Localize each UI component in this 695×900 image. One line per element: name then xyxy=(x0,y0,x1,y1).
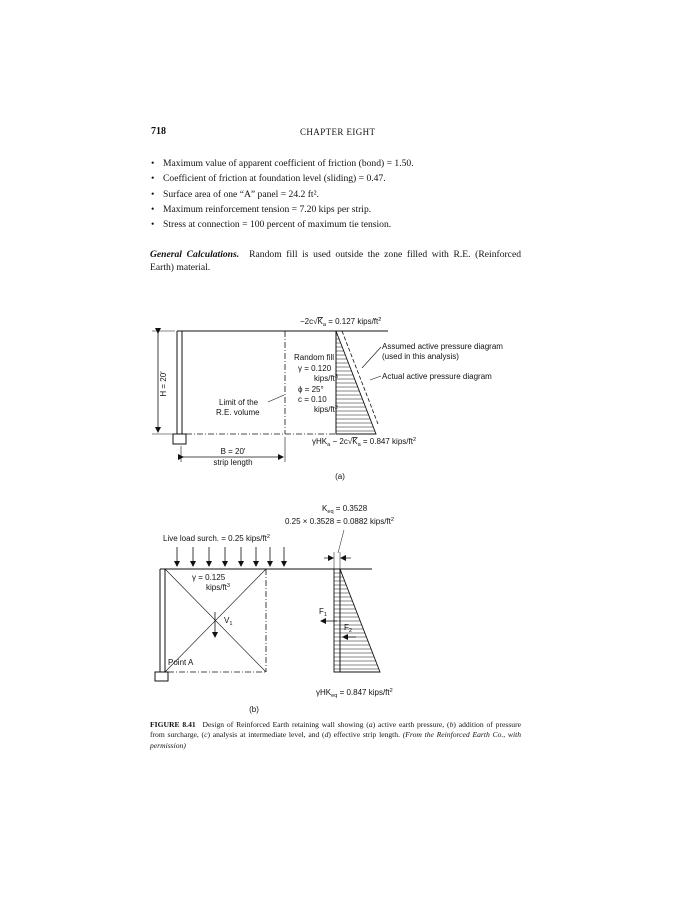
list-item: • Surface area of one “A” panel = 24.2 ft². xyxy=(151,188,319,200)
caption-part-b: b xyxy=(449,720,454,729)
caption-text: ) effective strip length. xyxy=(328,730,403,740)
bullet-text: Maximum reinforcement tension = 7.20 kips per strip. xyxy=(163,203,372,215)
list-item: • Maximum value of apparent coefficient of friction (bond) = 1.50. xyxy=(151,158,414,169)
footing xyxy=(155,672,168,681)
list-item: • Coefficient of friction at foundation level (sliding) = 0.47. xyxy=(151,173,386,185)
gamma-label: γ = 0.120 xyxy=(298,364,332,373)
b-label: B = 20′ xyxy=(220,447,246,456)
random-fill-label: Random fill xyxy=(294,353,335,362)
caption-text: ) addition of pressure from surcharge, ( xyxy=(150,720,521,740)
c-label: c = 0.10 xyxy=(298,395,327,404)
assumed-pressure-diagram xyxy=(336,331,376,434)
figure-caption xyxy=(150,720,521,751)
running-head: CHAPTER EIGHT xyxy=(300,127,376,137)
phi-label: ϕ = 25° xyxy=(298,385,324,394)
gamma-unit: kips/$ft^3$ xyxy=(206,583,231,592)
caption-part-d: d xyxy=(324,730,329,740)
earth-pressure-triangle xyxy=(340,569,380,672)
surcharge-pressure-rect xyxy=(334,569,340,672)
list-item: • Maximum reinforcement tension = 7.20 kips per strip. xyxy=(151,203,372,215)
caption-text: Design of Reinforced Earth retaining wall showing ( xyxy=(202,720,369,729)
height-label: H = 20′ xyxy=(159,371,168,397)
bottom-pressure-label: $\gamma HK_a - 2c√K_a = 0.847$ kips/$ft^2$ xyxy=(312,437,417,448)
caption-text: ) analysis at intermediate level, and ( xyxy=(207,730,325,740)
actual-leader xyxy=(370,376,381,380)
figure-b-label: (b) xyxy=(249,705,259,714)
sqrt-icon: √ xyxy=(313,317,318,326)
bullet-text: Stress at connection = 100 percent of maximum tie tension. xyxy=(163,219,392,231)
list-item: • Stress at connection = 100 percent of maximum tie tension. xyxy=(151,219,392,231)
f1-label: $F_1$ xyxy=(319,607,328,618)
caption-part-a: a xyxy=(368,720,373,729)
assumed-label: Assumed active pressure diagram xyxy=(382,342,503,351)
gamma-unit: kips/$ft^3$ xyxy=(314,374,339,383)
limit-leader xyxy=(268,395,284,402)
figure-label: FIGURE 8.41 xyxy=(150,720,196,729)
surcharge-calc-label: 0.25 × 0.3528 = 0.0882 kips/$ft^2$ xyxy=(285,517,394,526)
gamma-label: γ = 0.125 xyxy=(192,573,226,582)
c-unit: kips/$ft^2$ xyxy=(314,405,339,414)
top-pressure-label: $-2c√K_a = 0.127$ kips/$ft^2$ xyxy=(300,317,382,328)
caption-text: ) active earth pressure, ( xyxy=(372,720,450,729)
point-a-label: Point A xyxy=(168,658,194,667)
live-load-label: Live load surch. = 0.25 kips/$ft^2$ xyxy=(163,534,270,543)
assumed-leader xyxy=(362,347,381,368)
sqrt-icon: √ xyxy=(347,437,353,446)
bullet-text: Maximum value of apparent coefficient of friction (bond) = 1.50. xyxy=(163,158,414,169)
page-number: 718 xyxy=(151,126,166,137)
bullet-text: Coefficient of friction at foundation level (sliding) = 0.47. xyxy=(163,173,386,185)
caption-part-c: c xyxy=(204,730,208,740)
b-label-2: strip length xyxy=(213,458,253,467)
v1-label: $V_1$ xyxy=(224,616,233,627)
f2-label: $F_2$ xyxy=(344,623,353,634)
figure-a-label: (a) xyxy=(335,472,345,481)
surcharge-leader xyxy=(338,530,344,553)
limit-label-2: R.E. volume xyxy=(216,408,260,417)
pressure-hatch-b xyxy=(334,573,379,669)
bottom-pressure-label: γHK$_{eq}$ = 0.847 kips/$ft^2$ xyxy=(316,688,393,699)
bullet-text: Surface area of one “A” panel = 24.2 ft². xyxy=(163,188,319,200)
general-calculations-text: Random fill is used outside the zone filled with R.E. (Reinforced Earth) material. xyxy=(150,249,521,273)
actual-pressure-line xyxy=(342,331,378,424)
limit-label: Limit of the xyxy=(219,398,259,407)
keq-label: $K_{eq} = 0.3528$ xyxy=(322,504,368,515)
actual-label: Actual active pressure diagram xyxy=(382,372,492,381)
caption-source: (From the Reinforced Earth Co., with permission) xyxy=(150,730,522,750)
footing xyxy=(173,434,186,444)
assumed-label-2: (used in this analysis) xyxy=(382,352,459,361)
general-calculations-heading: General Calculations. xyxy=(150,249,240,260)
